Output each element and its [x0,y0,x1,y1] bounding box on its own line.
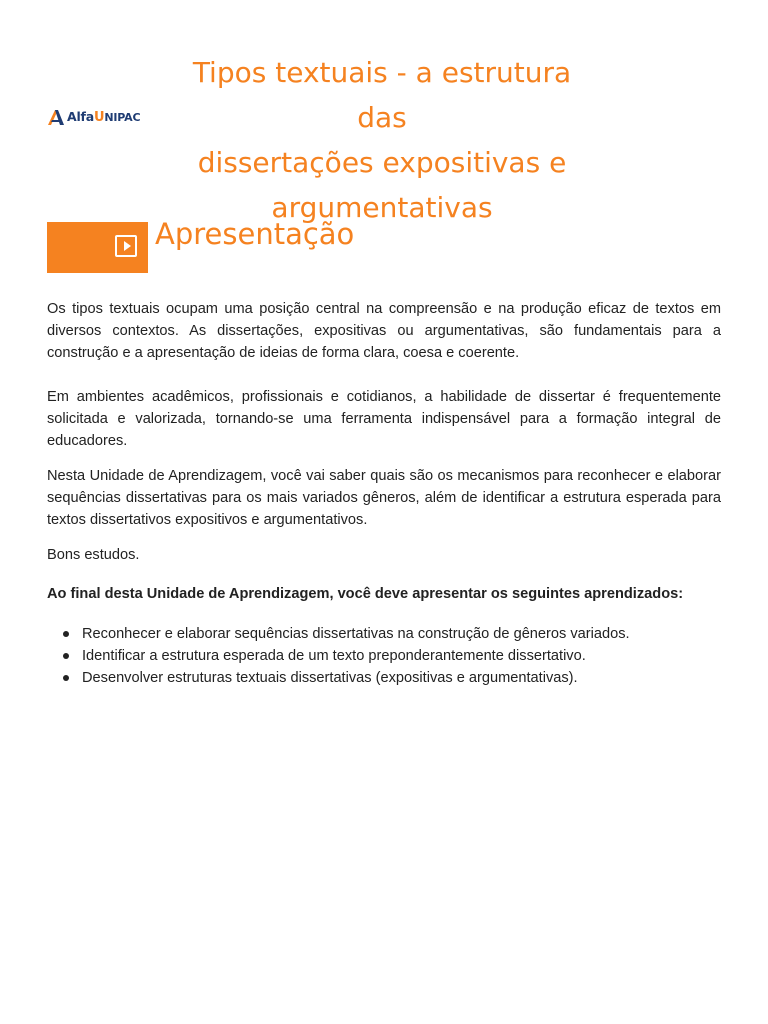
logo-text-u: U [94,110,105,125]
paragraph-context: Em ambientes acadêmicos, profissionais e cotidianos, a habilidade de dissertar é frequentemente solicitada e valorizada, tornando-se uma ferramenta indispensável para a formação integral de educadores. [47,389,721,449]
logo-text-nipac: NIPAC [104,111,141,124]
page-title [170,50,594,230]
bullet-icon [63,653,69,659]
page-title-line-1: Tipos textuais - a estrutura das [192,56,572,134]
bullet-icon [63,631,69,637]
paragraph-unit: Nesta Unidade de Aprendizagem, você vai saber quais são os mecanismos para reconhecer e elaborar sequências dissertativas para os mais variados gêneros, além de identificar a estrutura esperada para textos dissertativos expositivos e argumentativos. [47,468,721,528]
presentation-content [47,298,721,689]
outcomes-intro: Ao final desta Unidade de Aprendizagem, você deve apresentar os seguintes aprendizados: [47,586,684,602]
section-title: Apresentação [155,217,355,252]
page-title-line-2: dissertações expositivas e [197,146,567,179]
page-title-line-3: argumentativas [271,191,493,224]
alfa-unipac-logo [47,106,147,128]
section-accent-bar [47,222,148,273]
paragraph-greeting: Bons estudos. [47,547,140,563]
alfa-unipac-logo-icon [47,108,65,126]
section-header [47,217,355,273]
bullet-icon [63,675,69,681]
paragraph-intro: Os tipos textuais ocupam uma posição central na compreensão e na produção eficaz de textos em diversos contextos. As dissertações, expositivas ou argumentativas, são fundamentais para a construção e a apresentação de ideias de forma clara, coesa e coerente. [47,301,721,361]
list-item [47,667,721,689]
outcomes-list [47,623,721,689]
outcome-text: Desenvolver estruturas textuais dissertativas (expositivas e argumentativas). [82,670,578,686]
logo-wordmark [67,109,140,125]
list-item [47,623,721,645]
logo-text-alfa: Alfa [67,109,95,124]
play-icon [115,235,137,257]
list-item [47,645,721,667]
outcome-text: Identificar a estrutura esperada de um texto preponderantemente dissertativo. [82,648,586,664]
outcome-text: Reconhecer e elaborar sequências dissertativas na construção de gêneros variados. [82,626,630,642]
